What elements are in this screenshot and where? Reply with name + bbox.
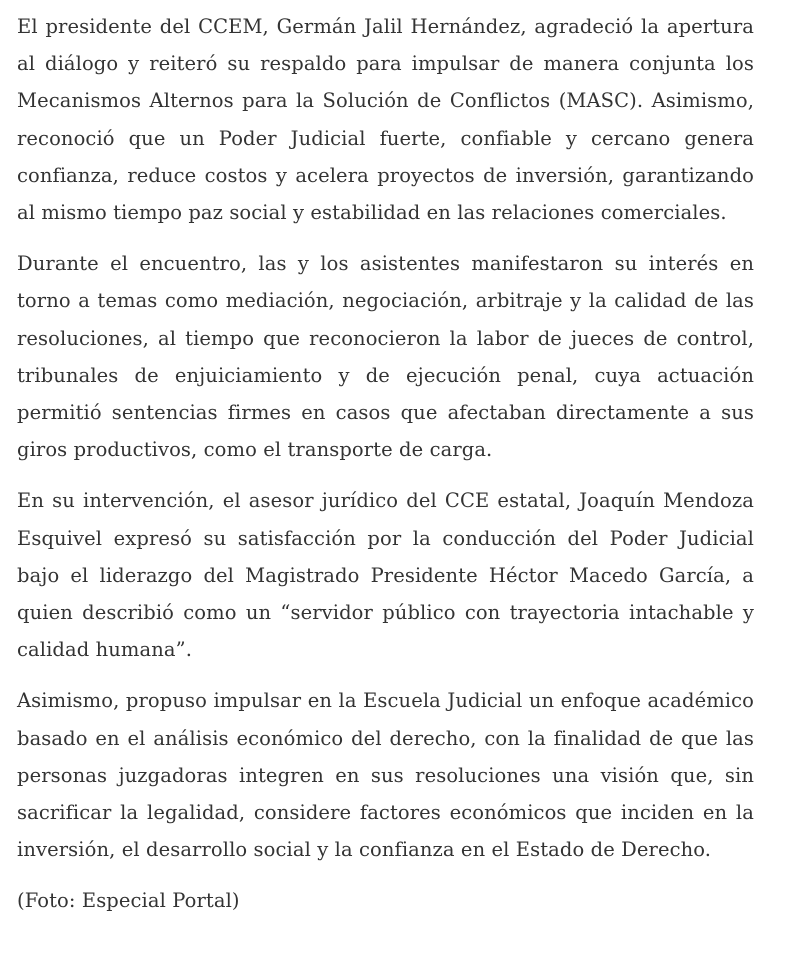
paragraph-legal-advisor: En su intervención, el asesor jurídico del CCE estatal, Joaquín Mendoza Esquivel expresó su satisfacción por la conducción del Poder Judicial bajo el liderazgo del Magistrado Presidente Héctor Macedo García, a quien describió como un “servidor público con trayectoria intachable y calidad humana”. bbox=[17, 489, 754, 662]
paragraph-ccem-president: El presidente del CCEM, Germán Jalil Hernández, agradeció la apertura al diálogo y reiteró su respaldo para impulsar de manera conjunta los Mecanismos Alternos para la Solución de Conflictos (MASC). Asimismo, reconoció que un Poder Judicial fuerte, confiable y cercano genera confianza, reduce costos y acelera proyectos de inversión, garantizando al mismo tiempo paz social y estabilidad en las relaciones comerciales. bbox=[17, 15, 754, 225]
photo-credit-caption: (Foto: Especial Portal) bbox=[17, 889, 240, 913]
paragraph-meeting-attendees: Durante el encuentro, las y los asistentes manifestaron su interés en torno a temas como mediación, negociación, arbitraje y la calidad de las resoluciones, al tiempo que reconocieron la labor de jueces de control, tribunales de enjuiciamiento y de ejecución penal, cuya actuación permitió sentencias firmes en casos que afectaban directamente a sus giros productivos, como el transporte de carga. bbox=[17, 252, 754, 462]
paragraph-judicial-school-proposal: Asimismo, propuso impulsar en la Escuela Judicial un enfoque académico basado en el análisis económico del derecho, con la finalidad de que las personas juzgadoras integren en sus resoluciones una visión que, sin sacrificar la legalidad, considere factores económicos que inciden en la inversión, el desarrollo social y la confianza en el Estado de Derecho. bbox=[17, 689, 754, 862]
